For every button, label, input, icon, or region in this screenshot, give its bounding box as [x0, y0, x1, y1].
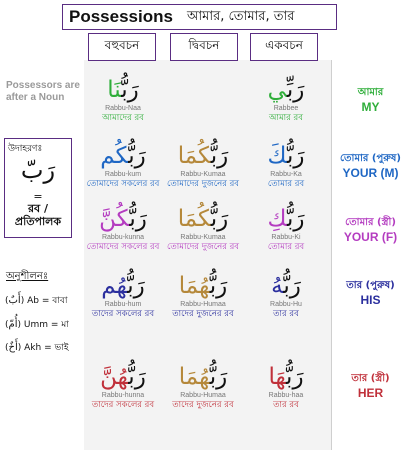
arabic-word: [83, 205, 163, 233]
arabic-rabb: رَبُّ: [210, 143, 229, 169]
word-cell-dual: [163, 272, 243, 320]
row-label-english: MY: [361, 100, 380, 114]
row-label-english: YOUR (F): [343, 230, 398, 244]
example-equals: =: [33, 190, 43, 203]
header-singular: একবচন: [250, 33, 318, 61]
row-label-bengali: তোমার (স্ত্রী): [345, 217, 396, 228]
bengali-meaning: আমাদের রব: [102, 113, 144, 123]
bengali-meaning: তার রব: [273, 400, 299, 410]
word-cell-plural: [83, 363, 163, 411]
word-cell-singular: [246, 76, 326, 124]
transliteration: Rabbu-Ki: [271, 234, 301, 241]
row-label: [333, 372, 408, 400]
arabic-suffix: هُمَا: [178, 273, 210, 299]
bengali-meaning: তার রব: [273, 309, 299, 319]
arabic-suffix: هُمَا: [178, 364, 210, 390]
arabic-suffix: كُمَا: [177, 143, 211, 169]
arabic-rabb: رَبُّ: [286, 143, 305, 169]
practice-arabic: أَبٌ: [8, 295, 21, 306]
arabic-suffix: كِ: [267, 206, 287, 232]
arabic-word: [163, 142, 243, 170]
transliteration: Rabbu-Kumaa: [180, 234, 226, 241]
panel-divider: [331, 60, 332, 450]
row-label-english: YOUR (M): [342, 166, 399, 180]
transliteration: Rabbu-kunna: [101, 234, 145, 241]
transliteration: Rabbee: [273, 105, 299, 112]
word-cell-dual: [163, 205, 243, 253]
bengali-meaning: তাদের সকলের রব: [91, 400, 155, 410]
arabic-word: [163, 205, 243, 233]
row-label: [333, 216, 408, 244]
arabic-suffix: هَا: [268, 364, 287, 390]
practice-item: (أَخٌ) Akh = ভাই: [5, 342, 69, 353]
word-cell-dual: [163, 142, 243, 190]
arabic-suffix: هُم: [101, 273, 128, 299]
example-meaning: রব / প্রতিপালক: [14, 202, 62, 228]
arabic-suffix: نَا: [107, 77, 122, 103]
example-arabic: رَبّ: [20, 156, 56, 184]
bengali-meaning: তোমাদের সকলের রব: [86, 179, 160, 189]
row-label-bengali: তোমার (পুরুষ): [339, 153, 401, 164]
row-label-bengali: তার (স্ত্রী): [351, 373, 390, 384]
transliteration: Rabbu-Humaa: [180, 301, 226, 308]
arabic-word: [246, 205, 326, 233]
arabic-rabb: رَبُّ: [209, 364, 228, 390]
transliteration: Rabbu-haa: [268, 392, 304, 399]
arabic-word: [246, 363, 326, 391]
arabic-rabb: رَبُّ: [129, 206, 147, 232]
arabic-word: [83, 142, 163, 170]
header-plural: বহুবচন: [88, 33, 156, 61]
arabic-word: [246, 142, 326, 170]
arabic-word: [163, 272, 243, 300]
row-label-bengali: আমার: [357, 87, 384, 98]
word-cell-singular: [246, 142, 326, 190]
title-english: Possessions: [69, 7, 173, 26]
transliteration: Rabbu-Kumaa: [180, 171, 226, 178]
header-dual: দ্বিবচন: [170, 33, 238, 61]
row-label-bengali: তার (পুরুষ): [346, 280, 395, 291]
arabic-rabb: رَبُّ: [283, 273, 301, 299]
bengali-meaning: তোমাদের দুজনের রব: [166, 242, 240, 252]
transliteration: Rabbu-Naa: [105, 105, 141, 112]
word-cell-singular: [246, 272, 326, 320]
practice-arabic: أُمّ: [8, 319, 18, 330]
transliteration: Rabbu-Ka: [270, 171, 302, 178]
practice-arabic: أَخٌ: [8, 342, 18, 353]
arabic-suffix: كَ: [267, 143, 287, 169]
row-label: [333, 152, 408, 180]
bengali-meaning: তাদের দুজনের রব: [172, 400, 234, 410]
arabic-rabb: رَبُّ: [209, 273, 228, 299]
bengali-meaning: তাদের দুজনের রব: [172, 309, 234, 319]
arabic-word: [163, 363, 243, 391]
arabic-suffix: كُم: [100, 143, 129, 169]
arabic-rabb: رَبُّ: [121, 77, 139, 103]
arabic-rabb: رَبُّ: [210, 206, 229, 232]
arabic-rabb: رَبُّ: [128, 364, 146, 390]
word-cell-dual: [163, 363, 243, 411]
word-cell-plural: [83, 205, 163, 253]
arabic-word: [83, 272, 163, 300]
transliteration: Rabbu-hum: [104, 301, 142, 308]
arabic-rabb: رَبُّ: [128, 143, 146, 169]
transliteration: Rabbu-Hu: [270, 301, 302, 308]
arabic-word: [83, 363, 163, 391]
title-bengali: আমার, তোমার, তার: [186, 8, 295, 24]
arabic-suffix: هُنَّ: [100, 364, 129, 390]
transliteration: Rabbu-hunna: [101, 392, 145, 399]
bengali-meaning: আমার রব: [269, 113, 303, 123]
bengali-meaning: তোমাদের সকলের রব: [86, 242, 160, 252]
arabic-rabb: رَبُّ: [286, 206, 305, 232]
bengali-meaning: তাদের সকলের রব: [91, 309, 155, 319]
arabic-word: [83, 76, 163, 104]
bengali-meaning: তোমাদের দুজনের রব: [166, 179, 240, 189]
transliteration: Rabbu-kum: [104, 171, 142, 178]
transliteration: Rabbu-Humaa: [180, 392, 226, 399]
word-cell-plural: [83, 76, 163, 124]
arabic-suffix: كُمَا: [177, 206, 211, 232]
arabic-rabb: رَبُّ: [127, 273, 145, 299]
word-cell-plural: [83, 272, 163, 320]
practice-item: (أُمّ) Umm = মা: [5, 319, 69, 330]
practice-item: (أَبٌ) Ab = বাবা: [5, 295, 68, 306]
arabic-suffix: ي: [267, 77, 287, 103]
word-cell-singular: [246, 205, 326, 253]
possessors-note: Possessors are after a Noun: [6, 80, 80, 103]
word-cell-plural: [83, 142, 163, 190]
row-label: [333, 86, 408, 114]
arabic-word: [246, 272, 326, 300]
practice-title: অনুশীলনঃ: [6, 271, 49, 282]
arabic-suffix: كُنَّ: [99, 206, 130, 232]
word-cell-singular: [246, 363, 326, 411]
example-label: উদাহরণঃ: [8, 144, 43, 154]
bengali-meaning: তোমার রব: [267, 179, 305, 189]
arabic-rabb: رَبُّ: [286, 364, 304, 390]
row-label: [333, 279, 408, 307]
title-box: [62, 4, 337, 30]
row-label-english: HIS: [360, 293, 381, 307]
row-label-english: HER: [357, 386, 384, 400]
arabic-word: [246, 76, 326, 104]
bengali-meaning: তোমার রব: [267, 242, 305, 252]
arabic-rabb: رَبِّ: [286, 77, 305, 103]
arabic-suffix: هُ: [271, 273, 284, 299]
